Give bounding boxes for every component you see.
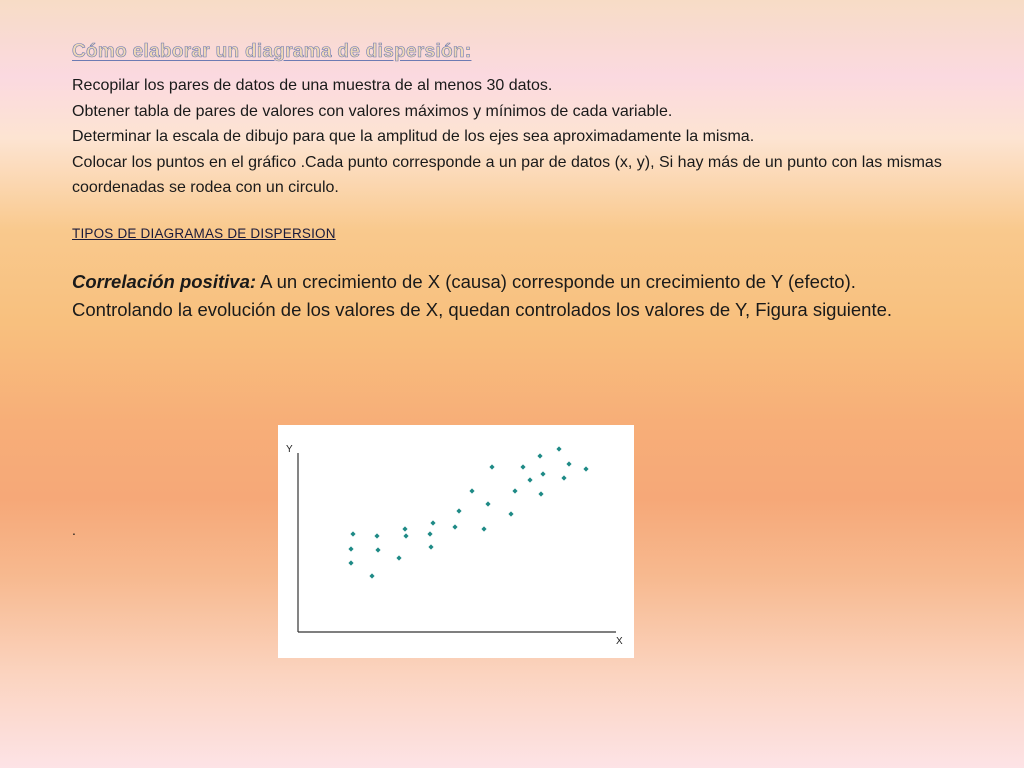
scatter-point-6 — [402, 526, 407, 531]
scatter-point-3 — [348, 560, 353, 565]
scatter-plot-svg — [278, 425, 634, 658]
scatter-point-14 — [481, 526, 486, 531]
scatter-point-7 — [403, 533, 408, 538]
step-item: Obtener tabla de pares de valores con valores máximos y mínimos de cada variable. — [72, 102, 673, 120]
scatter-point-12 — [456, 508, 461, 513]
scatter-point-16 — [489, 464, 494, 469]
x-axis-label: X — [616, 636, 623, 647]
scatter-point-1 — [374, 533, 379, 538]
scatter-point-10 — [430, 520, 435, 525]
scatter-point-11 — [452, 524, 457, 529]
data-points — [348, 446, 588, 578]
scatter-point-2 — [348, 546, 353, 551]
scatter-point-0 — [350, 531, 355, 536]
scatter-point-4 — [375, 547, 380, 552]
scatter-point-21 — [537, 453, 542, 458]
scatter-point-18 — [512, 488, 517, 493]
scatter-point-24 — [556, 446, 561, 451]
scatter-chart — [278, 425, 634, 658]
section-heading: TIPOS DE DIAGRAMAS DE DISPERSION — [72, 226, 336, 241]
scatter-point-13 — [469, 488, 474, 493]
correlation-term: Correlación positiva: — [72, 271, 257, 292]
scatter-point-17 — [508, 511, 513, 516]
scatter-point-5 — [369, 573, 374, 578]
step-item: Recopilar los pares de datos de una muestra de al menos 30 datos. — [72, 77, 553, 94]
correlation-paragraph — [72, 268, 932, 323]
scatter-point-20 — [527, 477, 532, 482]
steps-list — [72, 73, 952, 201]
stray-mark: . — [72, 522, 76, 538]
scatter-point-15 — [485, 501, 490, 506]
scatter-point-8 — [396, 555, 401, 560]
scatter-point-9 — [428, 544, 433, 549]
scatter-point-22 — [538, 491, 543, 496]
scatter-point-27 — [583, 466, 588, 471]
scatter-point-23 — [540, 471, 545, 476]
scatter-point-19 — [520, 464, 525, 469]
step-item: Determinar la escala de dibujo para que la amplitud de los ejes sea aproximadamente la misma. — [72, 128, 755, 145]
slide-title: Cómo elaborar un diagrama de dispersión: — [72, 41, 472, 62]
correlation-description: A un crecimiento de X (causa) corresponde un crecimiento de Y (efecto). Controlando la evolución de los valores de X, quedan controlados los valores de Y, Figura siguiente. — [72, 271, 893, 320]
scatter-point-25 — [561, 475, 566, 480]
scatter-point-26 — [566, 461, 571, 466]
y-axis-label: Y — [286, 444, 293, 455]
step-item: Colocar los puntos en el gráfico .Cada punto corresponde a un par de datos (x, y), Si hay más de un punto con las mismas coordenadas se rodea con un circulo. — [72, 153, 942, 196]
scatter-point-28 — [427, 531, 432, 536]
